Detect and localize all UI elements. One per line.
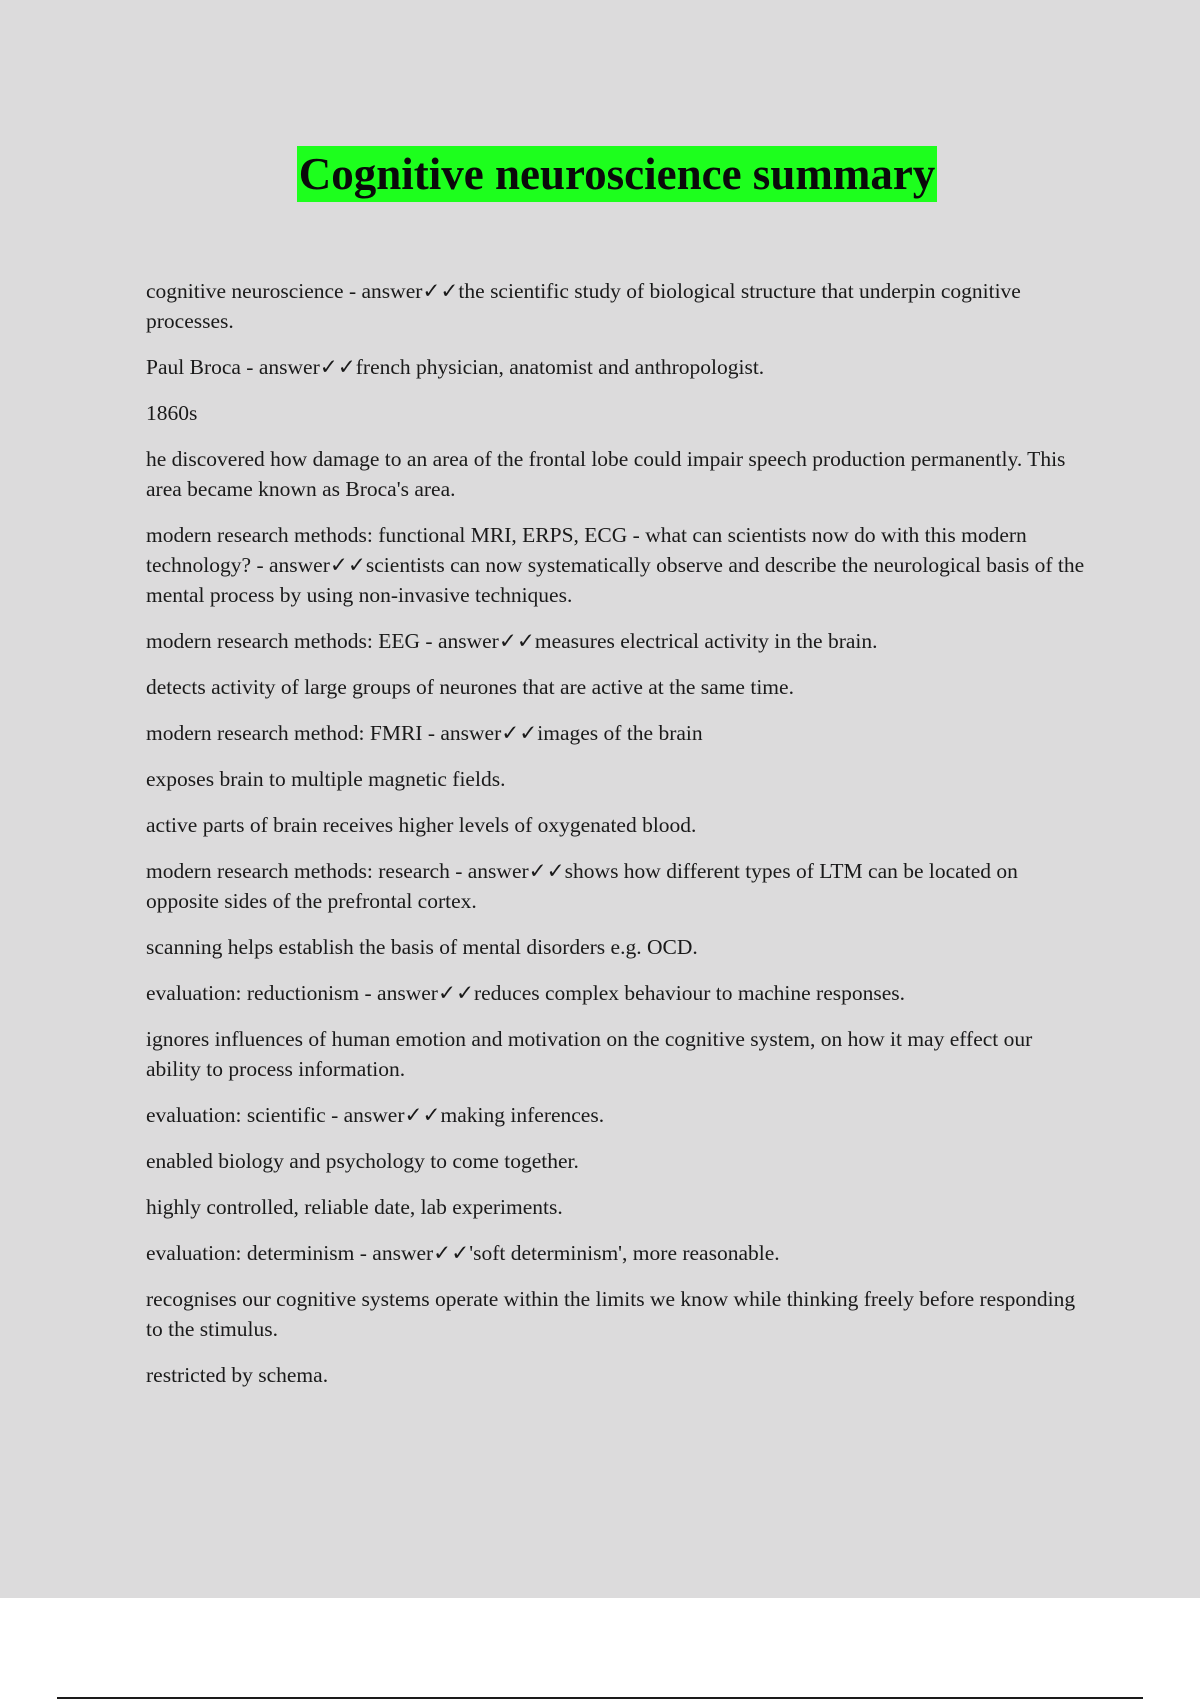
paragraph: he discovered how damage to an area of the frontal lobe could impair speech production permanently. This area became known as Broca's area. <box>146 447 1066 501</box>
paragraph: modern research method: FMRI - answer✓✓images of the brain <box>146 721 703 745</box>
page-bottom-margin <box>0 1598 1200 1700</box>
paragraph: detects activity of large groups of neurones that are active at the same time. <box>146 675 794 699</box>
paragraph: modern research methods: functional MRI, ERPS, ECG - what can scientists now do with this modern technology? - answer✓✓scientists can now systematically observe and describe the neurological basis of the mental process by using non-invasive techniques. <box>146 523 1085 607</box>
paragraph: ignores influences of human emotion and motivation on the cognitive system, on how it may effect our ability to process information. <box>146 1027 1033 1081</box>
paragraph: evaluation: scientific - answer✓✓making inferences. <box>146 1103 605 1127</box>
paragraph: recognises our cognitive systems operate within the limits we know while thinking freely before responding to the stimulus. <box>146 1287 1076 1341</box>
paragraph: 1860s <box>146 401 198 425</box>
document-body <box>146 276 1086 1406</box>
paragraph: restricted by schema. <box>146 1363 329 1387</box>
paragraph: cognitive neuroscience - answer✓✓the scientific study of biological structure that underpin cognitive processes. <box>146 279 1021 333</box>
paragraph: exposes brain to multiple magnetic fields. <box>146 767 506 791</box>
paragraph: highly controlled, reliable date, lab experiments. <box>146 1195 563 1219</box>
page-title: Cognitive neuroscience summary <box>297 146 938 202</box>
paragraph: evaluation: reductionism - answer✓✓reduces complex behaviour to machine responses. <box>146 981 906 1005</box>
paragraph: modern research methods: research - answer✓✓shows how different types of LTM can be located on opposite sides of the prefrontal cortex. <box>146 859 1018 913</box>
paragraph: enabled biology and psychology to come together. <box>146 1149 579 1173</box>
footer-divider <box>57 1697 1143 1699</box>
paragraph: scanning helps establish the basis of mental disorders e.g. OCD. <box>146 935 698 959</box>
paragraph: Paul Broca - answer✓✓french physician, anatomist and anthropologist. <box>146 355 765 379</box>
title-container <box>0 146 1200 202</box>
paragraph: active parts of brain receives higher levels of oxygenated blood. <box>146 813 697 837</box>
paragraph: evaluation: determinism - answer✓✓'soft determinism', more reasonable. <box>146 1241 780 1265</box>
paragraph: modern research methods: EEG - answer✓✓measures electrical activity in the brain. <box>146 629 878 653</box>
